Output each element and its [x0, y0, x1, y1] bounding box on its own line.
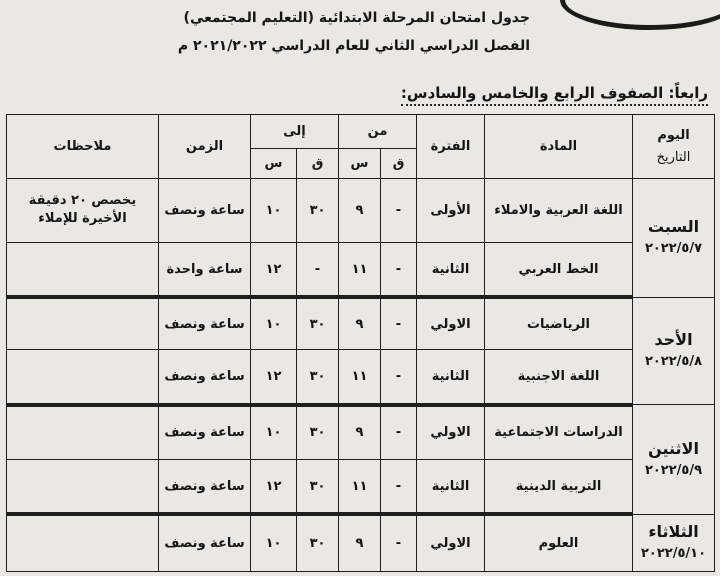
header-from-s: س: [339, 149, 381, 179]
header-date: التاريخ: [656, 149, 691, 165]
table-row: [7, 460, 715, 515]
day-cell: [633, 297, 715, 404]
header-from: من: [339, 115, 417, 149]
period-cell: الاولي: [417, 514, 485, 571]
day-name: الأحد: [654, 329, 693, 349]
duration-cell: ساعة ونصف: [159, 297, 251, 350]
day-cell: [633, 514, 715, 571]
to-q-cell: ٣٠: [297, 405, 339, 460]
day-date: ٢٠٢٢/٥/٩: [644, 462, 703, 478]
from-s-cell: ٩: [339, 514, 381, 571]
from-s-cell: ٩: [339, 297, 381, 350]
to-s-cell: ١٢: [251, 460, 297, 515]
notes-cell: [7, 350, 159, 405]
table-row: [7, 350, 715, 405]
header-to: إلى: [251, 115, 339, 149]
duration-cell: ساعة ونصف: [159, 179, 251, 243]
duration-cell: ساعة ونصف: [159, 514, 251, 571]
period-cell: الثانية: [417, 242, 485, 297]
duration-cell: ساعة ونصف: [159, 405, 251, 460]
subject-cell: اللغة العربية والاملاء: [485, 179, 633, 243]
to-s-cell: ١٠: [251, 297, 297, 350]
header-subject: المادة: [485, 115, 633, 179]
to-q-cell: ٣٠: [297, 460, 339, 515]
logo-arc: [560, 0, 720, 30]
notes-cell: يخصص ٢٠ دقيقة الأخيرة للإملاء: [7, 179, 159, 243]
subject-cell: الخط العربي: [485, 242, 633, 297]
to-s-cell: ١٠: [251, 405, 297, 460]
exam-schedule-table: [6, 114, 715, 572]
table-row: [7, 405, 715, 460]
header-notes: ملاحظات: [7, 115, 159, 179]
from-s-cell: ٩: [339, 179, 381, 243]
day-name: الاثنين: [648, 438, 699, 458]
to-q-cell: -: [297, 242, 339, 297]
table-row: [7, 297, 715, 350]
table-row: [7, 179, 715, 243]
section-title-text: رابعاً: الصفوف الرابع والخامس والسادس:: [401, 84, 708, 106]
header-to-q: ق: [297, 149, 339, 179]
notes-cell: [7, 297, 159, 350]
from-s-cell: ١١: [339, 350, 381, 405]
from-q-cell: -: [381, 297, 417, 350]
duration-cell: ساعة واحدة: [159, 242, 251, 297]
duration-cell: ساعة ونصف: [159, 460, 251, 515]
day-date: ٢٠٢٢/٥/٨: [644, 353, 703, 369]
document-header: [178, 4, 530, 60]
notes-cell: [7, 460, 159, 515]
day-name: السبت: [647, 216, 700, 236]
day-cell: [633, 405, 715, 515]
subject-cell: الدراسات الاجتماعية: [485, 405, 633, 460]
from-q-cell: -: [381, 514, 417, 571]
from-s-cell: ٩: [339, 405, 381, 460]
to-s-cell: ١٠: [251, 514, 297, 571]
header-period: الفترة: [417, 115, 485, 179]
day-cell: [633, 179, 715, 298]
header-day-date: [633, 115, 715, 179]
table-row: [7, 242, 715, 297]
period-cell: الثانية: [417, 460, 485, 515]
header-from-q: ق: [381, 149, 417, 179]
header-subtitle: الفصل الدراسي الثاني للعام الدراسي ٢٠٢١/٢٠٢٢ م: [177, 38, 530, 54]
table-row: [7, 514, 715, 571]
to-s-cell: ١٢: [251, 242, 297, 297]
from-q-cell: -: [381, 405, 417, 460]
from-q-cell: -: [381, 242, 417, 297]
notes-cell: [7, 242, 159, 297]
day-date: ٢٠٢٢/٥/٧: [644, 240, 703, 256]
section-title: [401, 84, 708, 102]
duration-cell: ساعة ونصف: [159, 350, 251, 405]
subject-cell: الرياضيات: [485, 297, 633, 350]
from-q-cell: -: [381, 350, 417, 405]
to-s-cell: ١٢: [251, 350, 297, 405]
from-s-cell: ١١: [339, 460, 381, 515]
header-duration: الزمن: [159, 115, 251, 179]
notes-cell: [7, 514, 159, 571]
to-q-cell: ٣٠: [297, 179, 339, 243]
to-q-cell: ٣٠: [297, 514, 339, 571]
subject-cell: اللغة الاجنبية: [485, 350, 633, 405]
from-s-cell: ١١: [339, 242, 381, 297]
day-date: ٢٠٢٢/٥/١٠: [640, 545, 707, 561]
period-cell: الثانية: [417, 350, 485, 405]
notes-cell: [7, 405, 159, 460]
from-q-cell: -: [381, 460, 417, 515]
header-title: جدول امتحان المرحلة الابتدائية (التعليم المجتمعي): [183, 10, 530, 26]
to-q-cell: ٣٠: [297, 350, 339, 405]
header-day: اليوم: [657, 127, 690, 143]
day-name: الثلاثاء: [648, 521, 699, 541]
to-q-cell: ٣٠: [297, 297, 339, 350]
period-cell: الأولى: [417, 179, 485, 243]
period-cell: الاولي: [417, 297, 485, 350]
header-to-s: س: [251, 149, 297, 179]
subject-cell: التربية الدينية: [485, 460, 633, 515]
subject-cell: العلوم: [485, 514, 633, 571]
period-cell: الاولي: [417, 405, 485, 460]
to-s-cell: ١٠: [251, 179, 297, 243]
from-q-cell: -: [381, 179, 417, 243]
